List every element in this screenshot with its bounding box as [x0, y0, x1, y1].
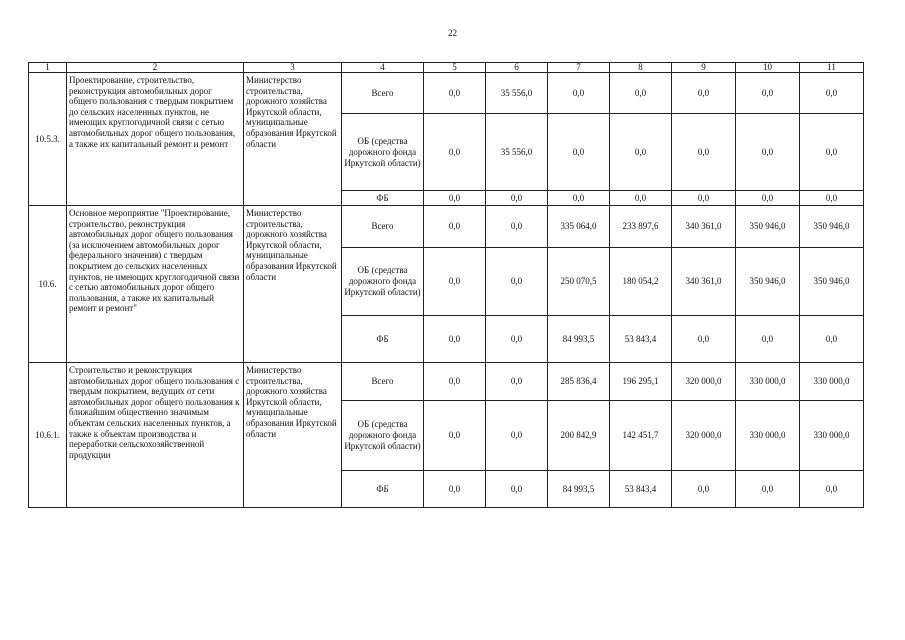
- funding-value: 0,0: [800, 114, 864, 191]
- table-body: [29, 63, 864, 508]
- funding-value: 0,0: [736, 73, 800, 114]
- funding-value: 0,0: [800, 471, 864, 508]
- header-cell: 7: [548, 63, 610, 73]
- funding-value: 350 946,0: [800, 206, 864, 248]
- funding-value: 285 836,4: [548, 363, 610, 401]
- funding-value: 330 000,0: [800, 401, 864, 471]
- funding-value: 330 000,0: [736, 363, 800, 401]
- funding-value: 335 064,0: [548, 206, 610, 248]
- funding-value: 0,0: [610, 114, 672, 191]
- funding-value: 0,0: [486, 206, 548, 248]
- funding-source: ФБ: [342, 471, 424, 508]
- funding-value: 53 843,4: [610, 471, 672, 508]
- funding-value: 0,0: [672, 73, 736, 114]
- program-table: [28, 62, 864, 508]
- funding-value: 0,0: [736, 316, 800, 363]
- item-responsible: Министерство строительства, дорожного хозяйства Иркутской области, муниципальные образования Иркутской области: [244, 363, 342, 508]
- item-responsible: Министерство строительства, дорожного хозяйства Иркутской области, муниципальные образования Иркутской области: [244, 73, 342, 206]
- table-row: [29, 206, 864, 248]
- funding-source: ФБ: [342, 191, 424, 206]
- funding-value: 0,0: [424, 206, 486, 248]
- header-cell: 4: [342, 63, 424, 73]
- funding-source: ФБ: [342, 316, 424, 363]
- header-cell: 3: [244, 63, 342, 73]
- funding-value: 0,0: [424, 248, 486, 316]
- funding-value: 0,0: [800, 73, 864, 114]
- table-row: [29, 363, 864, 401]
- funding-value: 0,0: [672, 316, 736, 363]
- funding-value: 0,0: [736, 471, 800, 508]
- funding-value: 53 843,4: [610, 316, 672, 363]
- funding-source: Всего: [342, 206, 424, 248]
- funding-value: 340 361,0: [672, 206, 736, 248]
- funding-value: 233 897,6: [610, 206, 672, 248]
- item-code: 10.6.: [29, 206, 67, 363]
- funding-source: Всего: [342, 363, 424, 401]
- funding-value: 0,0: [800, 191, 864, 206]
- funding-value: 250 070,5: [548, 248, 610, 316]
- funding-value: 330 000,0: [736, 401, 800, 471]
- funding-value: 320 000,0: [672, 363, 736, 401]
- funding-value: 0,0: [486, 401, 548, 471]
- funding-value: 84 993,5: [548, 471, 610, 508]
- funding-source: Всего: [342, 73, 424, 114]
- header-cell: 5: [424, 63, 486, 73]
- funding-value: 0,0: [548, 73, 610, 114]
- funding-value: 0,0: [610, 73, 672, 114]
- funding-value: 142 451,7: [610, 401, 672, 471]
- item-description: Основное мероприятие "Проектирование, строительство, реконструкция автомобильных дорог общего пользования (за исключением автомобильных дорог федерального значения) с твердым покрытием до сельских населенных пунктов, не имеющих круглогодичной связи с сетью автомобильных дорог общего пользования, а также их капитальный ремонт и ремонт": [67, 206, 244, 363]
- funding-value: 330 000,0: [800, 363, 864, 401]
- item-responsible: Министерство строительства, дорожного хозяйства Иркутской области, муниципальные образования Иркутской области: [244, 206, 342, 363]
- funding-value: 0,0: [672, 114, 736, 191]
- header-cell: 10: [736, 63, 800, 73]
- funding-value: 180 054,2: [610, 248, 672, 316]
- funding-source: ОБ (средства дорожного фонда Иркутской области): [342, 248, 424, 316]
- funding-value: 0,0: [424, 73, 486, 114]
- funding-value: 0,0: [424, 114, 486, 191]
- funding-source: ОБ (средства дорожного фонда Иркутской области): [342, 114, 424, 191]
- item-code: 10.5.3.: [29, 73, 67, 206]
- funding-value: 0,0: [548, 114, 610, 191]
- funding-value: 0,0: [800, 316, 864, 363]
- funding-value: 0,0: [424, 363, 486, 401]
- funding-value: 0,0: [424, 316, 486, 363]
- header-cell: 9: [672, 63, 736, 73]
- funding-value: 0,0: [486, 363, 548, 401]
- header-cell: 2: [67, 63, 244, 73]
- header-cell: 1: [29, 63, 67, 73]
- funding-value: 0,0: [736, 191, 800, 206]
- funding-value: 350 946,0: [736, 206, 800, 248]
- item-code: 10.6.1.: [29, 363, 67, 508]
- page-number: 22: [448, 28, 457, 38]
- funding-value: 0,0: [548, 191, 610, 206]
- funding-value: 0,0: [424, 191, 486, 206]
- funding-value: 0,0: [424, 401, 486, 471]
- funding-value: 35 556,0: [486, 73, 548, 114]
- funding-value: 320 000,0: [672, 401, 736, 471]
- funding-value: 0,0: [672, 191, 736, 206]
- funding-value: 0,0: [486, 191, 548, 206]
- header-cell: 11: [800, 63, 864, 73]
- funding-value: 0,0: [486, 471, 548, 508]
- funding-value: 0,0: [486, 316, 548, 363]
- funding-value: 340 361,0: [672, 248, 736, 316]
- funding-value: 0,0: [610, 191, 672, 206]
- funding-value: 196 295,1: [610, 363, 672, 401]
- table-row: [29, 73, 864, 114]
- funding-value: 350 946,0: [800, 248, 864, 316]
- header-cell: 6: [486, 63, 548, 73]
- funding-value: 0,0: [736, 114, 800, 191]
- funding-value: 350 946,0: [736, 248, 800, 316]
- funding-value: 0,0: [424, 471, 486, 508]
- funding-value: 200 842,9: [548, 401, 610, 471]
- item-description: Проектирование, строительство, реконструкция автомобильных дорог общего пользования с твердым покрытием до сельских населенных пунктов, не имеющих круглогодичной связи с сетью автомобильных дорог общего пользования, а также их капитальный ремонт и ремонт: [67, 73, 244, 206]
- item-description: Строительство и реконструкция автомобильных дорог общего пользования с твердым покрытием, ведущих от сети автомобильных дорог общего пользования к ближайшим общественно значимым объектам сельских населенных пунктов, а также к объектам производства и переработки сельскохозяйственной продукции: [67, 363, 244, 508]
- funding-value: 84 993,5: [548, 316, 610, 363]
- funding-source: ОБ (средства дорожного фонда Иркутской области): [342, 401, 424, 471]
- funding-value: 0,0: [672, 471, 736, 508]
- funding-value: 35 556,0: [486, 114, 548, 191]
- funding-value: 0,0: [486, 248, 548, 316]
- header-row: [29, 63, 864, 73]
- header-cell: 8: [610, 63, 672, 73]
